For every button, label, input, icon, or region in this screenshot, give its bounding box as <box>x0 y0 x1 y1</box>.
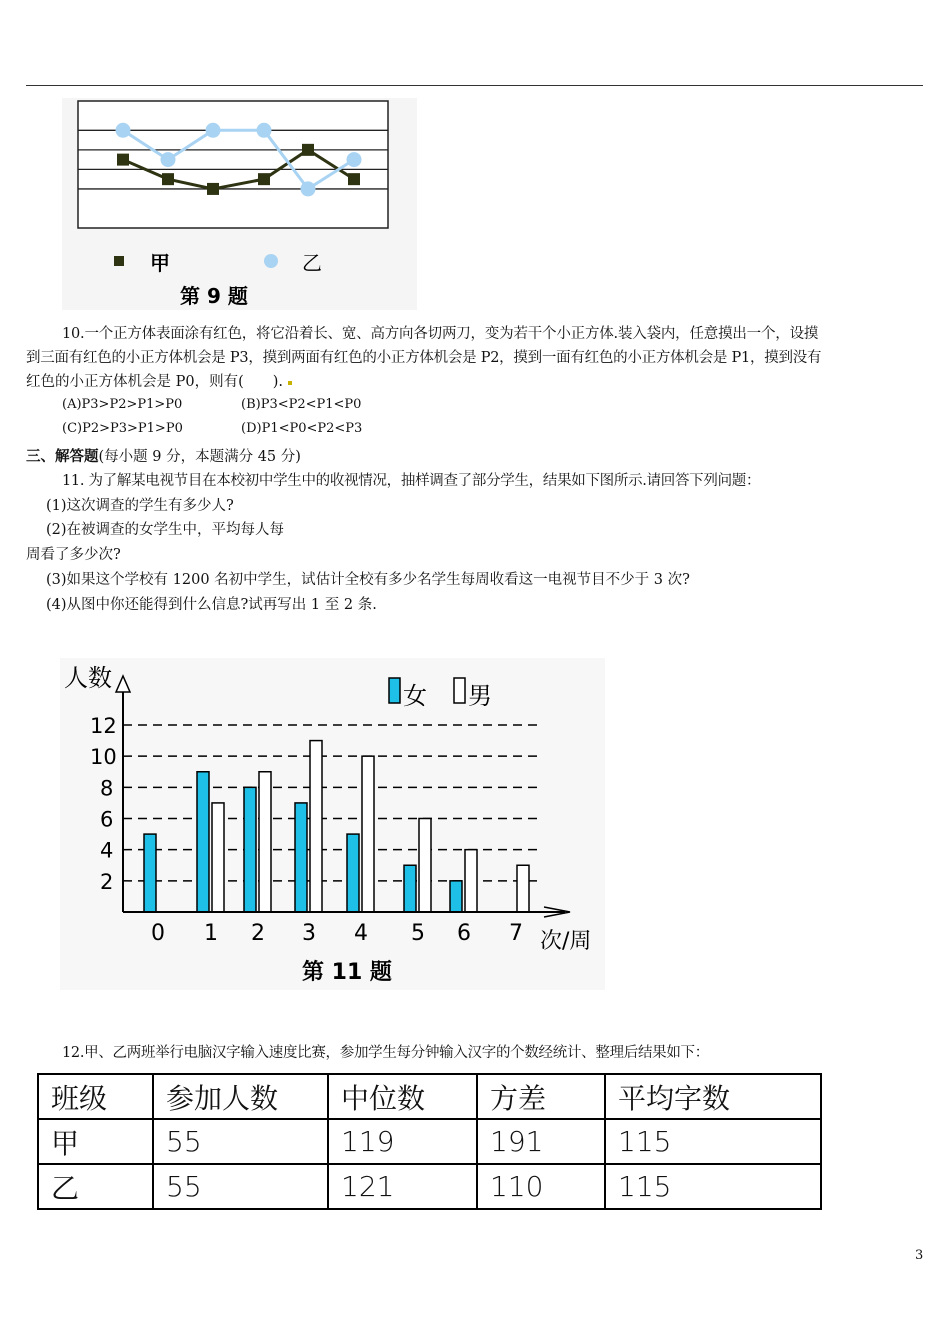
fig9-svg <box>62 98 417 310</box>
fig11-ytick-label: 6 <box>100 807 114 832</box>
fig11-bar-female <box>347 834 359 912</box>
table-cell: 55 <box>153 1119 328 1164</box>
table-cell: 甲 <box>38 1119 153 1164</box>
fig11-caption: 第 11 题 <box>302 960 392 985</box>
page-number: 3 <box>915 1248 924 1263</box>
answer-dot <box>288 381 292 385</box>
q11-sub2a: (2)在被调查的女学生中，平均每人每 <box>46 522 285 538</box>
table-header-row <box>38 1074 821 1119</box>
fig11-bar-female <box>450 881 462 912</box>
q12-intro: 12.甲、乙两班举行电脑汉字输入速度比赛，参加学生每分钟输入汉字的个数经统计、整理后结果如下： <box>62 1045 709 1061</box>
q10-line2 <box>26 346 821 370</box>
fig11-xtick-label: 5 <box>411 921 425 946</box>
fig11-bar-male <box>362 756 374 912</box>
fig11-ytick-label: 8 <box>100 776 114 801</box>
fig11-bar-male <box>465 850 477 912</box>
header-cell-count: 参加人数 <box>153 1074 328 1119</box>
fig11-xtick-label: 1 <box>204 921 218 946</box>
table-cell: 121 <box>328 1164 477 1209</box>
fig9-point-yi <box>161 152 176 167</box>
fig9-point-jia <box>207 183 219 195</box>
fig11-bar-female <box>244 787 256 912</box>
fig11-bar-male <box>517 865 529 912</box>
q11-sub1: (1)这次调查的学生有多少人? <box>46 498 234 514</box>
section3-title: 三、解答题 <box>26 448 99 465</box>
q11-sub2b: 周看了多少次? <box>26 547 121 563</box>
fig9-point-jia <box>348 173 360 185</box>
table-row <box>38 1164 821 1209</box>
fig9-point-yi <box>116 123 131 138</box>
fig11-bar-male <box>310 741 322 912</box>
fig11-bar-male <box>212 803 224 912</box>
q10-option-c: (C)P2>P3>P1>P0 <box>62 421 183 436</box>
fig9-legend-yi-label: 乙 <box>302 251 322 275</box>
table-cell: 55 <box>153 1164 328 1209</box>
q11-sub4: (4)从图中你还能得到什么信息?试再写出 1 至 2 条. <box>46 597 377 613</box>
fig11-bar-female <box>144 834 156 912</box>
fig9-legend-jia-label: 甲 <box>150 251 170 275</box>
fig11-xtick-label: 4 <box>354 921 368 946</box>
q10-line2-text: 到三面有红色的小正方体机会是 P3，摸到两面有红色的小正方体机会是 P2，摸到一面有红色的小正方体机会是 P1，摸到没有 <box>26 350 822 366</box>
fig11-xlabel: 次/周 <box>540 929 592 954</box>
table-cell: 115 <box>605 1119 821 1164</box>
table-cell: 191 <box>477 1119 605 1164</box>
fig11-bar-female <box>404 865 416 912</box>
header-cell-variance: 方差 <box>477 1074 605 1119</box>
q10-line1: 10.一个正方体表面涂有红色，将它沿着长、宽、高方向各切两刀，变为若干个小正方体.装入袋内，任意摸出一个，设摸 <box>62 326 819 342</box>
section3-heading <box>26 445 301 469</box>
fig11-bar-female <box>197 772 209 912</box>
fig11-bar-male <box>259 772 271 912</box>
header-cell-class: 班级 <box>38 1074 153 1119</box>
fig11-bar-male <box>419 819 431 913</box>
q10-option-d: (D)P1<P0<P2<P3 <box>241 421 363 436</box>
fig9-point-jia <box>258 173 270 185</box>
q10-option-b: (B)P3<P2<P1<P0 <box>241 397 362 412</box>
fig9-legend-jia-marker <box>114 256 124 266</box>
fig11-ytick-label: 12 <box>90 714 117 738</box>
table-cell: 110 <box>477 1164 605 1209</box>
q11-intro: 11. 为了解某电视节目在本校初中学生中的收视情况，抽样调查了部分学生，结果如下图所示.请回答下列问题： <box>62 473 761 489</box>
header-cell-average: 平均字数 <box>605 1074 821 1119</box>
fig11-xtick-label: 2 <box>251 921 265 946</box>
fig9-point-jia <box>162 173 174 185</box>
q10-option-a: (A)P3>P2>P1>P0 <box>62 397 183 412</box>
table-cell: 115 <box>605 1164 821 1209</box>
fig11-xtick-label: 6 <box>457 921 471 946</box>
section3-note: (每小题 9 分，本题满分 45 分) <box>98 449 301 465</box>
fig11-ytick-label: 2 <box>100 869 114 894</box>
q12-table <box>37 1073 822 1210</box>
fig11-xtick-label: 7 <box>509 921 523 946</box>
fig9-point-yi <box>257 123 272 138</box>
table-row <box>38 1119 821 1164</box>
fig9-legend-yi-marker <box>264 254 278 268</box>
header-rule <box>26 85 923 86</box>
fig11-ytick-label: 10 <box>90 745 117 770</box>
fig11-xtick-label: 0 <box>151 921 165 946</box>
fig11-svg <box>60 658 605 990</box>
fig11-legend-male-marker <box>454 678 465 703</box>
header-cell-median: 中位数 <box>328 1074 477 1119</box>
fig11-ytick-label: 4 <box>100 838 114 863</box>
fig9-point-jia <box>302 144 314 156</box>
fig11-bar-female <box>295 803 307 912</box>
fig9-point-yi <box>301 181 316 196</box>
q11-sub3: (3)如果这个学校有 1200 名初中学生，试估计全校有多少名学生每周收看这一电视节目不少于 3 次? <box>46 572 690 588</box>
fig11-chart <box>60 658 605 990</box>
table-cell: 乙 <box>38 1164 153 1209</box>
fig9-caption: 第 9 题 <box>180 284 248 308</box>
fig11-ylabel: 人数 <box>64 664 112 692</box>
table-cell: 119 <box>328 1119 477 1164</box>
fig9-point-yi <box>206 123 221 138</box>
fig11-background <box>60 658 605 990</box>
fig11-legend-female-marker <box>389 678 400 703</box>
fig11-xtick-label: 3 <box>302 921 316 946</box>
fig9-chart <box>62 98 417 310</box>
fig11-legend-female-label: 女 <box>403 682 427 710</box>
q10-line3: 红色的小正方体机会是 P0，则有( ). <box>26 374 284 390</box>
fig11-legend-male-label: 男 <box>468 682 492 710</box>
fig9-point-yi <box>347 152 362 167</box>
fig9-point-jia <box>117 154 129 166</box>
